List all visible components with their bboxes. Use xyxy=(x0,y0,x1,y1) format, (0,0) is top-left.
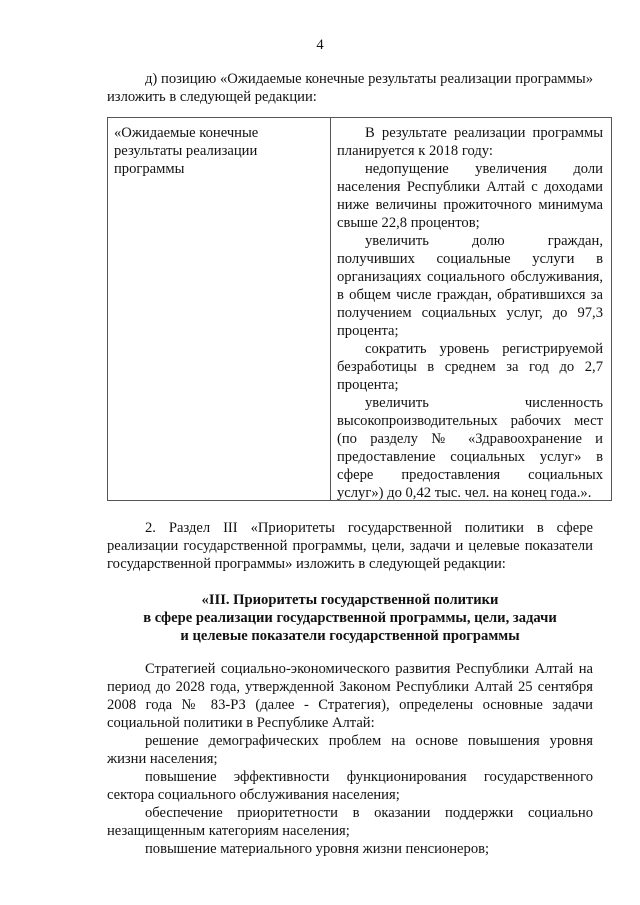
body-text xyxy=(107,660,593,858)
table-right-cell xyxy=(331,118,611,500)
section-heading xyxy=(107,591,593,645)
table-right-paragraph: В результате реализации программы планируется к 2018 году: xyxy=(337,125,603,159)
intro-paragraph: д) позицию «Ожидаемые конечные результаты реализации программы» изложить в следующей редакции: xyxy=(107,71,593,105)
body-paragraph: решение демографических проблем на основе повышения уровня жизни населения; xyxy=(107,733,593,767)
table-right-paragraph: увеличить долю граждан, получивших социальные услуги в организациях социального обслуживания, в общем числе граждан, обратившихся за получением социальных услуг, до 97,3 процента; xyxy=(337,233,603,339)
body-paragraph: Стратегией социально-экономического развития Республики Алтай на период до 2028 года, утвержденной Законом Республики Алтай 25 сентября 2008 года № 83-РЗ (далее - Стратегия), определены основные задачи социальной политики в Республике Алтай: xyxy=(107,661,593,731)
body-paragraph: повышение материального уровня жизни пенсионеров; xyxy=(145,841,490,857)
heading-line: и целевые показатели государственной программы xyxy=(180,628,520,644)
heading-line: в сфере реализации государственной программы, цели, задачи xyxy=(143,610,557,626)
page-number: 4 xyxy=(316,37,324,53)
section2-paragraph: 2. Раздел III «Приоритеты государственной политики в сфере реализации государственной программы, цели, задачи и целевые показатели государственной программы» изложить в следующей редакции: xyxy=(107,520,593,572)
table-right-paragraph: увеличить численность высокопроизводительных рабочих мест (по разделу № «Здравоохранение и предоставление социальных услуг» в сфере предоставления социальных услуг») до 0,42 тыс. чел. на конец года.». xyxy=(337,395,603,501)
body-paragraph: повышение эффективности функционирования государственного сектора социального обслуживания населения; xyxy=(107,769,593,803)
body-paragraph: обеспечение приоритетности в оказании поддержки социально незащищенным категориям населения; xyxy=(107,805,593,839)
amendment-table xyxy=(107,117,612,501)
table-right-paragraph: сократить уровень регистрируемой безработицы в среднем за год до 2,7 процента; xyxy=(337,341,603,393)
heading-line: «III. Приоритеты государственной политики xyxy=(201,592,499,608)
table-left-cell: «Ожидаемые конечные результаты реализации программы xyxy=(108,118,331,500)
table-right-paragraph: недопущение увеличения доли населения Республики Алтай с доходами ниже величины прожиточного минимума свыше 22,8 процентов; xyxy=(337,161,603,231)
